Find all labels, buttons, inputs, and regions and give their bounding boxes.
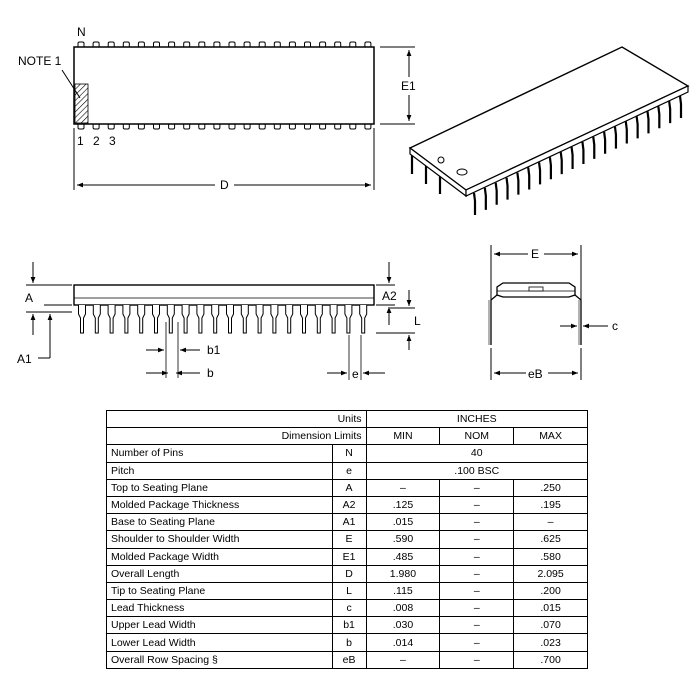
table-row xyxy=(107,445,588,462)
side-lead xyxy=(360,305,367,333)
end-view xyxy=(489,245,618,381)
row-max: .070 xyxy=(514,617,588,634)
e-pitch-label: e xyxy=(352,367,359,381)
c-label: c xyxy=(612,319,618,333)
side-view-body xyxy=(74,285,374,305)
isometric-body-top xyxy=(410,47,688,190)
isometric-leg xyxy=(517,173,518,195)
table-row xyxy=(107,514,588,531)
row-min: .125 xyxy=(366,496,440,513)
isometric-leg xyxy=(582,142,583,164)
eb-label: eB xyxy=(528,367,543,381)
side-lead xyxy=(93,305,100,333)
isometric-leg xyxy=(485,188,486,210)
row-symbol: c xyxy=(332,600,366,617)
isometric-leg xyxy=(561,152,562,174)
col-max-header: MAX xyxy=(514,428,588,445)
isometric-leg xyxy=(647,111,648,133)
row-min: .014 xyxy=(366,634,440,651)
table-row xyxy=(107,548,588,565)
side-lead xyxy=(330,305,337,333)
top-view xyxy=(18,25,416,192)
dimension-table xyxy=(106,410,588,669)
isometric-leg xyxy=(637,116,638,138)
row-min: .015 xyxy=(366,514,440,531)
row-min: .485 xyxy=(366,548,440,565)
b1-label: b1 xyxy=(207,343,221,357)
row-max: .250 xyxy=(514,479,588,496)
isometric-leg xyxy=(626,122,627,144)
table-row xyxy=(107,496,588,513)
isometric-leg xyxy=(615,127,616,149)
row-name: Molded Package Thickness xyxy=(107,496,333,513)
isometric-leg xyxy=(593,137,594,159)
a2-label: A2 xyxy=(382,289,397,303)
side-lead xyxy=(301,305,308,333)
side-lead xyxy=(256,305,263,333)
col-min-header: MIN xyxy=(366,428,440,445)
row-nom: – xyxy=(440,479,514,496)
row-max: .015 xyxy=(514,600,588,617)
row-nom: – xyxy=(440,531,514,548)
row-name: Upper Lead Width xyxy=(107,617,333,634)
note-1-label: NOTE 1 xyxy=(18,54,62,68)
table-row xyxy=(107,600,588,617)
table-row xyxy=(107,634,588,651)
end-view-right-lead xyxy=(575,295,581,345)
isometric-leg xyxy=(539,162,540,184)
row-max: 2.095 xyxy=(514,565,588,582)
table-row xyxy=(107,617,588,634)
row-nom: – xyxy=(440,582,514,599)
row-nom: – xyxy=(440,600,514,617)
row-symbol: L xyxy=(332,582,366,599)
side-lead xyxy=(315,305,322,333)
row-max: .023 xyxy=(514,634,588,651)
isometric-view xyxy=(410,47,688,215)
pin-number-1: 1 xyxy=(77,134,84,148)
row-name: Number of Pins xyxy=(107,445,333,462)
side-view xyxy=(17,262,421,381)
side-view-leads xyxy=(79,305,367,333)
row-name: Lead Thickness xyxy=(107,600,333,617)
side-lead xyxy=(197,305,204,333)
row-name: Pitch xyxy=(107,462,333,479)
row-symbol: E xyxy=(332,531,366,548)
col-nom-header: NOM xyxy=(440,428,514,445)
isometric-leg xyxy=(680,96,681,118)
side-lead xyxy=(138,305,145,333)
row-value: 40 xyxy=(366,445,587,462)
isometric-leg xyxy=(496,183,497,205)
pin1-hatch-marker xyxy=(75,84,88,123)
row-symbol: e xyxy=(332,462,366,479)
isometric-leg xyxy=(669,101,670,123)
row-value: .100 BSC xyxy=(366,462,587,479)
table-row xyxy=(107,462,588,479)
row-max: .580 xyxy=(514,548,588,565)
row-name: Top to Seating Plane xyxy=(107,479,333,496)
units-value: INCHES xyxy=(366,411,587,428)
table-row xyxy=(107,565,588,582)
row-max: .700 xyxy=(514,651,588,668)
row-symbol: A2 xyxy=(332,496,366,513)
row-nom: – xyxy=(440,514,514,531)
a1-label: A1 xyxy=(17,352,32,366)
row-symbol: A xyxy=(332,479,366,496)
row-min: .115 xyxy=(366,582,440,599)
row-symbol: D xyxy=(332,565,366,582)
top-view-body xyxy=(74,47,374,124)
table-row xyxy=(107,479,588,496)
row-nom: – xyxy=(440,617,514,634)
side-lead xyxy=(182,305,189,333)
row-nom: – xyxy=(440,496,514,513)
table-body xyxy=(107,445,588,668)
row-min: – xyxy=(366,651,440,668)
row-nom: – xyxy=(440,565,514,582)
row-max: .625 xyxy=(514,531,588,548)
row-nom: – xyxy=(440,634,514,651)
isometric-leg xyxy=(528,167,529,189)
table-row xyxy=(107,531,588,548)
side-lead xyxy=(123,305,130,333)
side-lead xyxy=(79,305,86,333)
row-min: .030 xyxy=(366,617,440,634)
row-nom: – xyxy=(440,548,514,565)
row-min: .008 xyxy=(366,600,440,617)
row-name: Tip to Seating Plane xyxy=(107,582,333,599)
row-symbol: b1 xyxy=(332,617,366,634)
d-label: D xyxy=(220,178,229,192)
side-lead xyxy=(212,305,219,333)
l-label: L xyxy=(414,314,421,328)
isometric-leg xyxy=(507,178,508,200)
isometric-leg xyxy=(604,132,605,154)
row-symbol: E1 xyxy=(332,548,366,565)
side-lead xyxy=(167,305,174,333)
row-max: .200 xyxy=(514,582,588,599)
row-name: Overall Row Spacing § xyxy=(107,651,333,668)
row-symbol: eB xyxy=(332,651,366,668)
side-lead xyxy=(241,305,248,333)
pin-number-3: 3 xyxy=(109,134,116,148)
isometric-leg xyxy=(474,193,475,215)
row-min: 1.980 xyxy=(366,565,440,582)
end-view-notch xyxy=(529,287,543,291)
side-lead xyxy=(108,305,115,333)
table-row xyxy=(107,582,588,599)
row-name: Molded Package Width xyxy=(107,548,333,565)
e1-label: E1 xyxy=(401,79,416,93)
dimension-limits-label: Dimension Limits xyxy=(107,428,367,445)
row-symbol: A1 xyxy=(332,514,366,531)
side-lead xyxy=(345,305,352,333)
row-symbol: b xyxy=(332,634,366,651)
table-header-row xyxy=(107,428,588,445)
row-nom: – xyxy=(440,651,514,668)
row-max: – xyxy=(514,514,588,531)
end-view-left-lead xyxy=(491,295,497,345)
side-lead xyxy=(227,305,234,333)
side-lead xyxy=(286,305,293,333)
side-lead xyxy=(153,305,160,333)
units-label: Units xyxy=(107,411,367,428)
row-name: Lower Lead Width xyxy=(107,634,333,651)
b-label: b xyxy=(207,366,214,380)
table-units-row xyxy=(107,411,588,428)
side-lead xyxy=(271,305,278,333)
row-name: Overall Length xyxy=(107,565,333,582)
isometric-leg xyxy=(550,157,551,179)
row-max: .195 xyxy=(514,496,588,513)
a-label: A xyxy=(25,291,34,305)
isometric-leg xyxy=(658,106,659,128)
row-min: .590 xyxy=(366,531,440,548)
isometric-leg xyxy=(572,147,573,169)
row-name: Base to Seating Plane xyxy=(107,514,333,531)
pin-number-2: 2 xyxy=(93,134,100,148)
table-row xyxy=(107,651,588,668)
row-symbol: N xyxy=(332,445,366,462)
row-min: – xyxy=(366,479,440,496)
row-name: Shoulder to Shoulder Width xyxy=(107,531,333,548)
pin-n-label: N xyxy=(77,25,86,39)
e-width-label: E xyxy=(531,247,540,261)
